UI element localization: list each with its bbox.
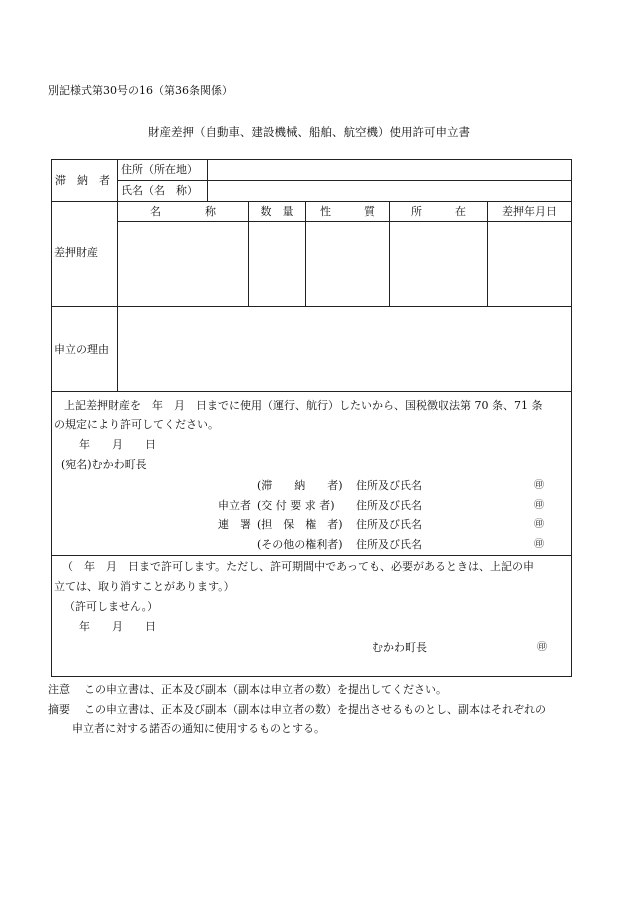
summary-label: 摘要 bbox=[48, 703, 70, 716]
taxpayer-name-field[interactable] bbox=[209, 182, 570, 200]
taxpayer-label: 滞 納 者 bbox=[55, 174, 110, 187]
signer-role: (交 付 要 求 者) bbox=[257, 499, 335, 512]
seal-mark: ㊞ bbox=[534, 480, 544, 491]
signer-prefix: 連 署 bbox=[218, 518, 251, 531]
property-entry-area[interactable] bbox=[118, 222, 571, 305]
approval-date: 年 月 日 bbox=[79, 620, 156, 633]
summary-line1: この申立書は、正本及び副本（副本は申立者の数）を提出させるものとし、副本はそれぞれの bbox=[84, 703, 546, 716]
seal-mark: ㊞ bbox=[534, 519, 544, 530]
form-number: 別記様式第30号の16（第36条関係） bbox=[48, 84, 233, 97]
signer-role: (その他の権利者) bbox=[257, 538, 343, 551]
approval-line3: （許可しません。） bbox=[64, 600, 159, 613]
reason-field[interactable] bbox=[118, 307, 571, 390]
column-header-seizure-date: 差押年月日 bbox=[502, 205, 557, 218]
request-text-line1: 上記差押財産を 年 月 日までに使用（運行、航行）したいから、国税徴収法第 70 条、71 条 bbox=[64, 399, 543, 412]
signer-prefix: 申立者 bbox=[218, 499, 251, 512]
request-date: 年 月 日 bbox=[79, 438, 156, 451]
property-label: 差押財産 bbox=[54, 246, 98, 259]
note-text: この申立書は、正本及び副本（副本は申立者の数）を提出してください。 bbox=[84, 683, 447, 696]
signer-field-label: 住所及び氏名 bbox=[356, 479, 422, 492]
seal-mark: ㊞ bbox=[534, 500, 544, 511]
signer-field-label: 住所及び氏名 bbox=[356, 538, 422, 551]
approval-line1: （ 年 月 日まで許可します。ただし、許可期間中であっても、必要があるときは、上記の申 bbox=[62, 560, 535, 573]
column-header-name: 名 称 bbox=[150, 205, 216, 218]
signer-role: (滞 納 者) bbox=[257, 479, 343, 492]
column-header-location: 所 在 bbox=[411, 205, 466, 218]
approval-line2: 立ては、取り消すことがあります。） bbox=[54, 580, 235, 593]
column-header-quantity: 数 量 bbox=[260, 205, 294, 218]
signer-field-label: 住所及び氏名 bbox=[356, 499, 422, 512]
page-title: 財産差押（自動車、建設機械、船舶、航空機）使用許可申立書 bbox=[148, 125, 470, 139]
seal-mark: ㊞ bbox=[534, 539, 544, 550]
signer-field-label: 住所及び氏名 bbox=[356, 518, 422, 531]
address-label: 住所（所在地） bbox=[121, 163, 198, 176]
column-header-nature: 性 質 bbox=[320, 205, 375, 218]
addressee: (宛名)むかわ町長 bbox=[61, 458, 147, 471]
name-label: 氏名（名 称） bbox=[121, 184, 198, 197]
note-label: 注意 bbox=[48, 683, 70, 696]
issuer-name: むかわ町長 bbox=[372, 641, 427, 654]
request-text-line2: の規定により許可してください。 bbox=[54, 418, 219, 431]
summary-line2: 申立者に対する諾否の通知に使用するものとする。 bbox=[72, 722, 325, 735]
signer-role: (担 保 権 者) bbox=[257, 518, 343, 531]
reason-label: 申立の理由 bbox=[54, 343, 109, 356]
issuer-seal: ㊞ bbox=[537, 642, 547, 653]
taxpayer-address-field[interactable] bbox=[209, 161, 570, 179]
